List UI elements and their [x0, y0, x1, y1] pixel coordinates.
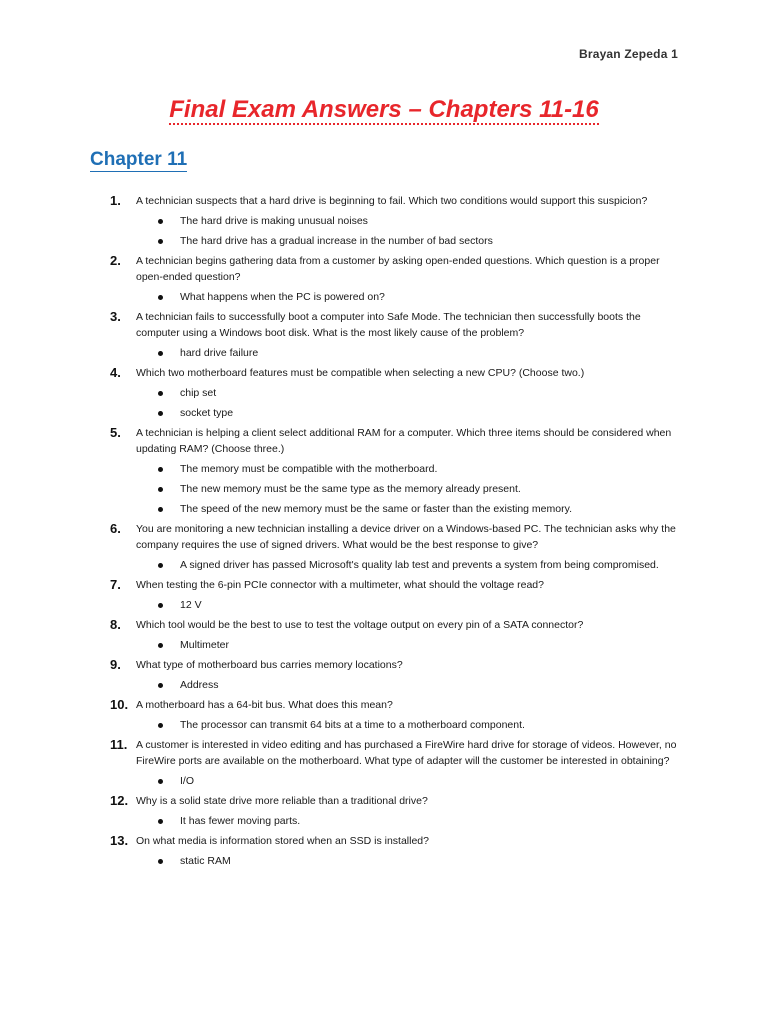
bullet-icon: [158, 507, 163, 512]
question-item: [0, 657, 768, 677]
answer-item: [0, 461, 768, 481]
answer-item: [0, 637, 768, 657]
bullet-icon: [158, 563, 163, 568]
bullet-icon: [158, 603, 163, 608]
question-number: 6.: [110, 521, 121, 536]
question-item: [0, 425, 768, 461]
question-number: 12.: [110, 793, 129, 808]
answer-item: [0, 717, 768, 737]
question-number: 11.: [110, 737, 128, 752]
question-text: On what media is information stored when an SSD is installed?: [136, 835, 429, 847]
question-item: [0, 521, 768, 557]
bullet-icon: [158, 351, 163, 356]
answer-text: I/O: [180, 775, 195, 787]
question-text: Why is a solid state drive more reliable than a traditional drive?: [136, 795, 428, 807]
question-text: Which two motherboard features must be compatible when selecting a new CPU? (Choose two.): [136, 367, 585, 379]
answer-item: [0, 557, 768, 577]
answer-text: 12 V: [180, 599, 202, 611]
question-text: A technician is helping a client select additional RAM for a computer. Which three items should be considered when updating RAM? (Choose three.): [136, 427, 672, 455]
question-number: 1.: [110, 193, 121, 208]
answer-item: [0, 385, 768, 405]
answer-text: The processor can transmit 64 bits at a time to a motherboard component.: [180, 719, 525, 731]
bullet-icon: [158, 239, 163, 244]
question-item: [0, 737, 768, 773]
document-title-text: Final Exam Answers – Chapters 11-16: [169, 96, 599, 123]
bullet-icon: [158, 295, 163, 300]
answer-text: What happens when the PC is powered on?: [180, 291, 385, 303]
bullet-icon: [158, 391, 163, 396]
question-text: A technician fails to successfully boot a computer into Safe Mode. The technician then successfully boots the computer using a Windows boot disk. What is the most likely cause of the problem?: [136, 311, 641, 339]
question-item: [0, 617, 768, 637]
question-item: [0, 793, 768, 813]
answer-text: socket type: [180, 407, 234, 419]
answer-item: [0, 481, 768, 501]
question-number: 4.: [110, 365, 121, 380]
page-header-author: Brayan Zepeda 1: [578, 47, 678, 61]
question-item: [0, 697, 768, 717]
question-number: 10.: [110, 697, 129, 712]
bullet-icon: [158, 411, 163, 416]
answer-item: [0, 213, 768, 233]
answer-item: [0, 677, 768, 697]
answer-text: It has fewer moving parts.: [180, 815, 301, 827]
question-list: [0, 193, 768, 873]
answer-item: [0, 405, 768, 425]
bullet-icon: [158, 219, 163, 224]
answer-item: [0, 813, 768, 833]
bullet-icon: [158, 467, 163, 472]
answer-text: A signed driver has passed Microsoft's quality lab test and prevents a system from being compromised.: [180, 559, 659, 571]
answer-text: The hard drive is making unusual noises: [180, 215, 368, 227]
question-item: [0, 253, 768, 289]
question-text: A customer is interested in video editing and has purchased a FireWire hard drive for storage of videos. However, no FireWire ports are available on the motherboard. What type of adapter will the customer be interested in obtaining?: [136, 739, 677, 767]
chapter-heading: Chapter 11: [90, 149, 188, 170]
document-title: [0, 96, 768, 124]
question-number: 8.: [110, 617, 121, 632]
question-item: [0, 365, 768, 385]
question-text: Which tool would be the best to use to test the voltage output on every pin of a SATA connector?: [136, 619, 584, 631]
question-text: A technician suspects that a hard drive is beginning to fail. Which two conditions would support this suspicion?: [136, 195, 648, 207]
answer-text: hard drive failure: [180, 347, 259, 359]
bullet-icon: [158, 487, 163, 492]
question-item: [0, 309, 768, 345]
answer-item: [0, 853, 768, 873]
bullet-icon: [158, 859, 163, 864]
answer-text: The memory must be compatible with the motherboard.: [180, 463, 438, 475]
answer-item: [0, 289, 768, 309]
bullet-icon: [158, 779, 163, 784]
answer-text: Multimeter: [180, 639, 230, 651]
answer-text: chip set: [180, 387, 217, 399]
question-number: 2.: [110, 253, 121, 268]
bullet-icon: [158, 643, 163, 648]
answer-item: [0, 345, 768, 365]
question-text: When testing the 6-pin PCIe connector with a multimeter, what should the voltage read?: [136, 579, 544, 591]
bullet-icon: [158, 683, 163, 688]
question-number: 7.: [110, 577, 121, 592]
bullet-icon: [158, 723, 163, 728]
answer-text: The speed of the new memory must be the same or faster than the existing memory.: [180, 503, 572, 515]
answer-item: [0, 773, 768, 793]
answer-text: static RAM: [180, 855, 231, 867]
answer-item: [0, 597, 768, 617]
bullet-icon: [158, 819, 163, 824]
question-text: You are monitoring a new technician installing a device driver on a Windows-based PC. The technician asks why the company requires the use of signed drivers. What would be the best response to give?: [136, 523, 676, 551]
question-item: [0, 577, 768, 597]
answer-item: [0, 233, 768, 253]
question-number: 13.: [110, 833, 129, 848]
question-number: 5.: [110, 425, 121, 440]
question-text: A motherboard has a 64-bit bus. What does this mean?: [136, 699, 393, 711]
question-number: 9.: [110, 657, 121, 672]
answer-text: Address: [180, 679, 219, 691]
question-number: 3.: [110, 309, 121, 324]
question-item: [0, 833, 768, 853]
answer-item: [0, 501, 768, 521]
question-text: A technician begins gathering data from a customer by asking open-ended questions. Which question is a proper open-ended question?: [136, 255, 660, 283]
answer-text: The new memory must be the same type as the memory already present.: [180, 483, 521, 495]
question-text: What type of motherboard bus carries memory locations?: [136, 659, 403, 671]
answer-text: The hard drive has a gradual increase in the number of bad sectors: [180, 235, 493, 247]
question-item: [0, 193, 768, 213]
